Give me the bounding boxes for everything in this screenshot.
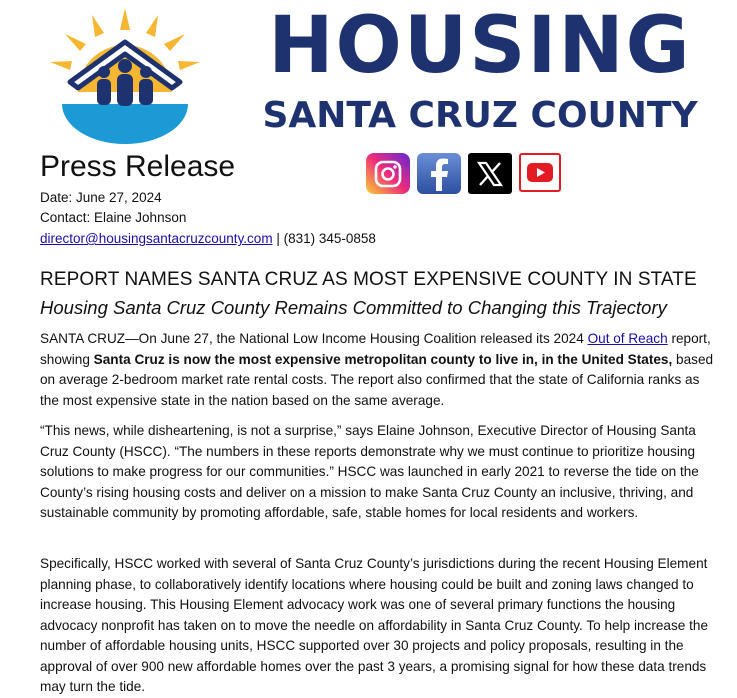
headline: REPORT NAMES SANTA CRUZ AS MOST EXPENSIVE COUNTY IN STATE bbox=[40, 269, 697, 290]
paragraph-1-text-a: SANTA CRUZ—On June 27, the National Low Income Housing Coalition released its 2024 bbox=[40, 331, 588, 346]
contact-line bbox=[40, 231, 376, 246]
paragraph-1 bbox=[40, 329, 716, 411]
out-of-reach-link[interactable]: Out of Reach bbox=[587, 331, 668, 346]
contact-name: Contact: Elaine Johnson bbox=[40, 210, 187, 225]
brand-subtitle: SANTA CRUZ COUNTY bbox=[262, 95, 698, 136]
paragraph-2: “This news, while disheartening, is not a surprise,” says Elaine Johnson, Executive Director of Housing Santa Cruz County (HSCC). “The numbers in these reports demonstrate why we must continue to prioritize housing solutions to make progress for our communities.” HSCC was launched in early 2021 to reverse the tide on the County’s rising housing costs and deliver on a mission to make Santa Cruz County an inclusive, thriving, and sustainable community by promoting affordable, safe, stable homes for local residents and workers. bbox=[40, 423, 699, 520]
housing-logo bbox=[40, 6, 210, 144]
paragraph-1-bold: Santa Cruz is now the most expensive metropolitan county to live in, in the United States, bbox=[93, 351, 673, 367]
x-icon[interactable] bbox=[468, 153, 512, 194]
subheadline: Housing Santa Cruz County Remains Committed to Changing this Trajectory bbox=[40, 297, 667, 318]
facebook-icon[interactable] bbox=[417, 153, 461, 194]
social-links bbox=[366, 153, 561, 194]
contact-phone: | (831) 345-0858 bbox=[272, 231, 376, 246]
youtube-icon[interactable] bbox=[519, 153, 561, 192]
paragraph-1-text-c: based on average 2-bedroom market rate rental costs. The report also confirmed that the state of California ranks as the most expensive state in the nation based on the same average. bbox=[40, 351, 714, 408]
paragraph-3: Specifically, HSCC worked with several of Santa Cruz County’s jurisdictions during the recent Housing Element planning phase, to collaboratively identify locations where housing could be built and zoning laws changed to increase housing. This Housing Element advocacy work was one of several primary functions the housing advocacy nonprofit has taken on to move the needle on affordability in Santa Cruz County. To help increase the number of affordable housing units, HSCC supported over 30 projects and policy proposals, resulting in the approval of over 900 new affordable homes over the past 3 years, a promising signal for how these data trends may turn the tide. bbox=[40, 556, 709, 694]
release-date: Date: June 27, 2024 bbox=[40, 190, 162, 205]
contact-email-link[interactable]: director@housingsantacruzcounty.com bbox=[40, 231, 273, 246]
instagram-icon[interactable] bbox=[366, 153, 410, 194]
press-release-title: Press Release bbox=[40, 150, 236, 183]
brand-title: HOUSING bbox=[268, 1, 692, 91]
paragraph-1-text-b: report, showing bbox=[40, 331, 711, 367]
